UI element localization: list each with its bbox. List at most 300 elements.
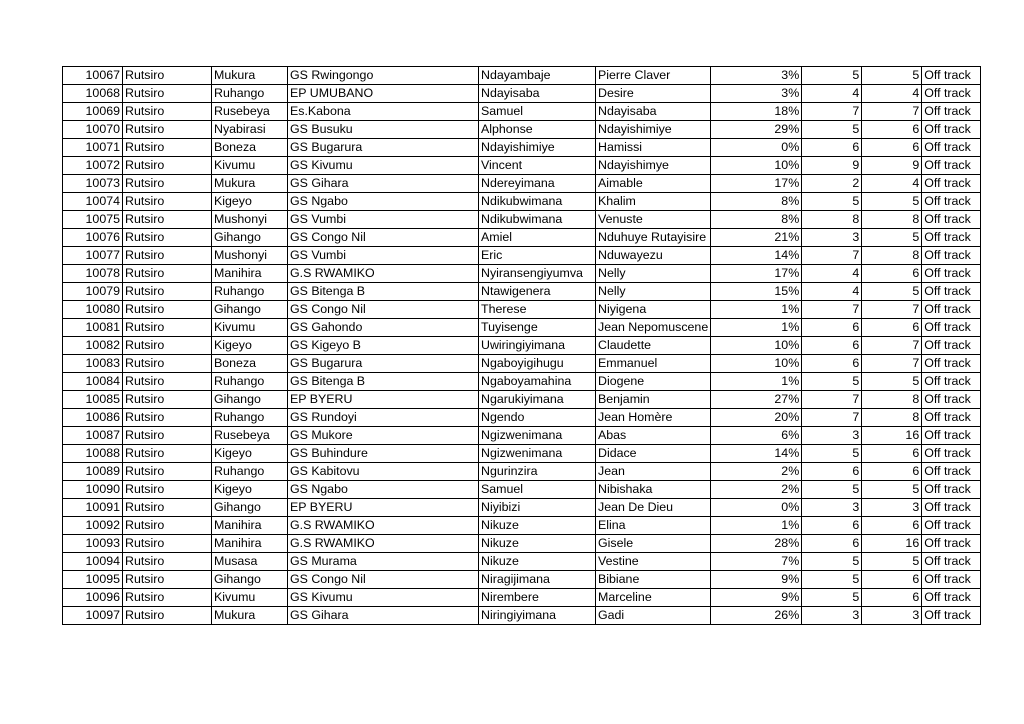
cell-surname: Niragijimana <box>479 571 596 589</box>
cell-percentage: 9% <box>711 589 802 607</box>
cell-id: 10096 <box>63 589 123 607</box>
cell-score-b: 6 <box>862 463 922 481</box>
cell-district: Rutsiro <box>123 103 212 121</box>
cell-score-b: 6 <box>862 589 922 607</box>
cell-first-name: Jean De Dieu <box>596 499 711 517</box>
cell-status: Off track <box>922 391 981 409</box>
cell-sector: Musasa <box>212 553 288 571</box>
cell-surname: Ndikubwimana <box>479 193 596 211</box>
cell-score-a: 7 <box>802 247 862 265</box>
cell-school: GS Vumbi <box>288 247 479 265</box>
cell-surname: Vincent <box>479 157 596 175</box>
cell-sector: Ruhango <box>212 373 288 391</box>
cell-score-b: 4 <box>862 85 922 103</box>
cell-status: Off track <box>922 337 981 355</box>
cell-first-name: Benjamin <box>596 391 711 409</box>
cell-first-name: Nelly <box>596 265 711 283</box>
cell-surname: Nirembere <box>479 589 596 607</box>
cell-score-b: 6 <box>862 571 922 589</box>
table-row <box>63 265 981 283</box>
cell-score-b: 3 <box>862 499 922 517</box>
cell-score-a: 5 <box>802 445 862 463</box>
cell-district: Rutsiro <box>123 67 212 85</box>
cell-score-a: 5 <box>802 121 862 139</box>
cell-score-b: 5 <box>862 193 922 211</box>
cell-sector: Gihango <box>212 229 288 247</box>
cell-first-name: Bibiane <box>596 571 711 589</box>
cell-first-name: Gadi <box>596 607 711 625</box>
cell-percentage: 9% <box>711 571 802 589</box>
table-row <box>63 535 981 553</box>
table-row <box>63 571 981 589</box>
cell-first-name: Emmanuel <box>596 355 711 373</box>
cell-id: 10088 <box>63 445 123 463</box>
cell-status: Off track <box>922 247 981 265</box>
cell-sector: Boneza <box>212 355 288 373</box>
cell-district: Rutsiro <box>123 229 212 247</box>
table-row <box>63 463 981 481</box>
cell-surname: Ngurinzira <box>479 463 596 481</box>
cell-score-b: 5 <box>862 373 922 391</box>
cell-score-b: 5 <box>862 67 922 85</box>
cell-score-b: 3 <box>862 607 922 625</box>
cell-score-a: 6 <box>802 463 862 481</box>
cell-score-b: 8 <box>862 391 922 409</box>
cell-school: GS Bitenga B <box>288 373 479 391</box>
cell-sector: Ruhango <box>212 85 288 103</box>
cell-school: GS Congo Nil <box>288 301 479 319</box>
cell-surname: Uwiringiyimana <box>479 337 596 355</box>
cell-score-a: 5 <box>802 589 862 607</box>
cell-percentage: 1% <box>711 319 802 337</box>
cell-sector: Ruhango <box>212 463 288 481</box>
cell-surname: Ndayishimiye <box>479 139 596 157</box>
cell-percentage: 20% <box>711 409 802 427</box>
cell-percentage: 10% <box>711 157 802 175</box>
cell-percentage: 17% <box>711 175 802 193</box>
cell-status: Off track <box>922 193 981 211</box>
cell-sector: Manihira <box>212 517 288 535</box>
cell-sector: Kigeyo <box>212 481 288 499</box>
cell-id: 10071 <box>63 139 123 157</box>
cell-surname: Ngizwenimana <box>479 445 596 463</box>
cell-status: Off track <box>922 355 981 373</box>
cell-sector: Ruhango <box>212 409 288 427</box>
cell-surname: Samuel <box>479 103 596 121</box>
cell-first-name: Abas <box>596 427 711 445</box>
cell-district: Rutsiro <box>123 211 212 229</box>
cell-district: Rutsiro <box>123 391 212 409</box>
cell-school: GS Gihara <box>288 607 479 625</box>
cell-status: Off track <box>922 157 981 175</box>
cell-district: Rutsiro <box>123 121 212 139</box>
cell-first-name: Venuste <box>596 211 711 229</box>
table-row <box>63 373 981 391</box>
cell-score-a: 7 <box>802 103 862 121</box>
cell-first-name: Vestine <box>596 553 711 571</box>
cell-surname: Ndikubwimana <box>479 211 596 229</box>
table-row <box>63 391 981 409</box>
cell-id: 10070 <box>63 121 123 139</box>
table-row <box>63 445 981 463</box>
cell-district: Rutsiro <box>123 157 212 175</box>
cell-id: 10094 <box>63 553 123 571</box>
cell-id: 10089 <box>63 463 123 481</box>
cell-school: GS Kabitovu <box>288 463 479 481</box>
table-row <box>63 319 981 337</box>
cell-school: GS Kivumu <box>288 157 479 175</box>
cell-district: Rutsiro <box>123 427 212 445</box>
cell-score-b: 9 <box>862 157 922 175</box>
cell-surname: Eric <box>479 247 596 265</box>
cell-first-name: Jean Nepomuscene <box>596 319 711 337</box>
cell-first-name: Ndayishimiye <box>596 121 711 139</box>
cell-sector: Kigeyo <box>212 193 288 211</box>
table-row <box>63 427 981 445</box>
cell-district: Rutsiro <box>123 409 212 427</box>
cell-school: Es.Kabona <box>288 103 479 121</box>
cell-id: 10090 <box>63 481 123 499</box>
cell-id: 10077 <box>63 247 123 265</box>
cell-district: Rutsiro <box>123 463 212 481</box>
cell-sector: Gihango <box>212 391 288 409</box>
cell-first-name: Pierre Claver <box>596 67 711 85</box>
cell-score-a: 4 <box>802 265 862 283</box>
cell-score-b: 8 <box>862 247 922 265</box>
cell-sector: Gihango <box>212 571 288 589</box>
cell-score-a: 5 <box>802 553 862 571</box>
cell-district: Rutsiro <box>123 175 212 193</box>
cell-id: 10073 <box>63 175 123 193</box>
cell-status: Off track <box>922 427 981 445</box>
cell-surname: Ngaboyigihugu <box>479 355 596 373</box>
cell-sector: Boneza <box>212 139 288 157</box>
cell-status: Off track <box>922 445 981 463</box>
cell-school: GS Murama <box>288 553 479 571</box>
cell-score-b: 16 <box>862 535 922 553</box>
cell-sector: Rusebeya <box>212 427 288 445</box>
cell-school: GS Bugarura <box>288 139 479 157</box>
cell-score-b: 7 <box>862 337 922 355</box>
cell-sector: Kivumu <box>212 589 288 607</box>
cell-sector: Ruhango <box>212 283 288 301</box>
cell-sector: Mukura <box>212 175 288 193</box>
cell-district: Rutsiro <box>123 373 212 391</box>
cell-school: GS Gahondo <box>288 319 479 337</box>
cell-first-name: Marceline <box>596 589 711 607</box>
cell-id: 10087 <box>63 427 123 445</box>
table-row <box>63 301 981 319</box>
cell-percentage: 10% <box>711 337 802 355</box>
cell-district: Rutsiro <box>123 571 212 589</box>
cell-sector: Kivumu <box>212 157 288 175</box>
cell-first-name: Hamissi <box>596 139 711 157</box>
cell-surname: Nyiransengiyumva <box>479 265 596 283</box>
cell-percentage: 3% <box>711 85 802 103</box>
cell-status: Off track <box>922 265 981 283</box>
cell-id: 10084 <box>63 373 123 391</box>
table-row <box>63 481 981 499</box>
cell-percentage: 18% <box>711 103 802 121</box>
cell-status: Off track <box>922 481 981 499</box>
data-table <box>62 66 981 625</box>
table-body <box>63 67 981 625</box>
cell-percentage: 14% <box>711 247 802 265</box>
cell-surname: Amiel <box>479 229 596 247</box>
cell-percentage: 21% <box>711 229 802 247</box>
cell-district: Rutsiro <box>123 337 212 355</box>
table-row <box>63 607 981 625</box>
cell-school: GS Ngabo <box>288 481 479 499</box>
cell-school: GS Buhindure <box>288 445 479 463</box>
cell-id: 10080 <box>63 301 123 319</box>
cell-status: Off track <box>922 499 981 517</box>
cell-status: Off track <box>922 229 981 247</box>
cell-id: 10097 <box>63 607 123 625</box>
cell-surname: Nikuze <box>479 535 596 553</box>
cell-district: Rutsiro <box>123 193 212 211</box>
cell-percentage: 2% <box>711 463 802 481</box>
cell-sector: Kivumu <box>212 319 288 337</box>
cell-sector: Mushonyi <box>212 247 288 265</box>
cell-id: 10075 <box>63 211 123 229</box>
cell-surname: Ngaboyamahina <box>479 373 596 391</box>
cell-percentage: 0% <box>711 139 802 157</box>
table-row <box>63 139 981 157</box>
table-row <box>63 229 981 247</box>
table-row <box>63 589 981 607</box>
cell-score-b: 7 <box>862 103 922 121</box>
cell-surname: Nikuze <box>479 553 596 571</box>
cell-sector: Rusebeya <box>212 103 288 121</box>
cell-percentage: 3% <box>711 67 802 85</box>
cell-school: GS Gihara <box>288 175 479 193</box>
cell-surname: Niringiyimana <box>479 607 596 625</box>
cell-surname: Ndayisaba <box>479 85 596 103</box>
cell-surname: Therese <box>479 301 596 319</box>
cell-first-name: Didace <box>596 445 711 463</box>
cell-school: GS Bitenga B <box>288 283 479 301</box>
cell-school: EP BYERU <box>288 499 479 517</box>
cell-score-a: 3 <box>802 607 862 625</box>
cell-first-name: Diogene <box>596 373 711 391</box>
cell-percentage: 10% <box>711 355 802 373</box>
cell-score-b: 16 <box>862 427 922 445</box>
table-row <box>63 247 981 265</box>
cell-surname: Tuyisenge <box>479 319 596 337</box>
cell-score-b: 7 <box>862 355 922 373</box>
cell-percentage: 28% <box>711 535 802 553</box>
cell-score-b: 4 <box>862 175 922 193</box>
cell-district: Rutsiro <box>123 535 212 553</box>
cell-score-b: 5 <box>862 283 922 301</box>
cell-score-a: 5 <box>802 373 862 391</box>
cell-district: Rutsiro <box>123 319 212 337</box>
cell-school: EP BYERU <box>288 391 479 409</box>
cell-percentage: 17% <box>711 265 802 283</box>
cell-id: 10079 <box>63 283 123 301</box>
cell-score-a: 6 <box>802 535 862 553</box>
cell-score-a: 7 <box>802 391 862 409</box>
cell-surname: Ngarukiyimana <box>479 391 596 409</box>
cell-id: 10067 <box>63 67 123 85</box>
cell-first-name: Nduhuye Rutayisire <box>596 229 711 247</box>
cell-id: 10078 <box>63 265 123 283</box>
cell-first-name: Nduwayezu <box>596 247 711 265</box>
table-row <box>63 337 981 355</box>
cell-school: G.S RWAMIKO <box>288 517 479 535</box>
cell-district: Rutsiro <box>123 499 212 517</box>
cell-district: Rutsiro <box>123 589 212 607</box>
cell-score-b: 6 <box>862 517 922 535</box>
cell-status: Off track <box>922 607 981 625</box>
cell-score-a: 6 <box>802 139 862 157</box>
cell-surname: Ngendo <box>479 409 596 427</box>
cell-school: EP UMUBANO <box>288 85 479 103</box>
cell-percentage: 2% <box>711 481 802 499</box>
cell-status: Off track <box>922 589 981 607</box>
cell-first-name: Elina <box>596 517 711 535</box>
cell-district: Rutsiro <box>123 265 212 283</box>
cell-id: 10074 <box>63 193 123 211</box>
cell-percentage: 14% <box>711 445 802 463</box>
cell-id: 10092 <box>63 517 123 535</box>
cell-score-b: 8 <box>862 409 922 427</box>
cell-district: Rutsiro <box>123 481 212 499</box>
cell-score-a: 4 <box>802 283 862 301</box>
cell-district: Rutsiro <box>123 247 212 265</box>
table-row <box>63 517 981 535</box>
cell-first-name: Nelly <box>596 283 711 301</box>
cell-status: Off track <box>922 463 981 481</box>
cell-id: 10069 <box>63 103 123 121</box>
cell-score-a: 7 <box>802 301 862 319</box>
cell-score-a: 7 <box>802 409 862 427</box>
cell-status: Off track <box>922 409 981 427</box>
cell-sector: Kigeyo <box>212 337 288 355</box>
cell-school: G.S RWAMIKO <box>288 535 479 553</box>
cell-status: Off track <box>922 301 981 319</box>
cell-first-name: Aimable <box>596 175 711 193</box>
cell-score-a: 5 <box>802 481 862 499</box>
cell-status: Off track <box>922 175 981 193</box>
cell-district: Rutsiro <box>123 283 212 301</box>
cell-score-a: 3 <box>802 499 862 517</box>
cell-surname: Niyibizi <box>479 499 596 517</box>
table-row <box>63 103 981 121</box>
cell-school: GS Vumbi <box>288 211 479 229</box>
cell-district: Rutsiro <box>123 445 212 463</box>
table-row <box>63 283 981 301</box>
cell-percentage: 1% <box>711 517 802 535</box>
cell-sector: Mukura <box>212 607 288 625</box>
cell-id: 10076 <box>63 229 123 247</box>
cell-score-b: 5 <box>862 481 922 499</box>
cell-status: Off track <box>922 85 981 103</box>
cell-school: GS Congo Nil <box>288 229 479 247</box>
cell-school: GS Congo Nil <box>288 571 479 589</box>
cell-score-a: 3 <box>802 229 862 247</box>
cell-first-name: Ndayishimye <box>596 157 711 175</box>
cell-score-a: 9 <box>802 157 862 175</box>
cell-district: Rutsiro <box>123 139 212 157</box>
cell-score-a: 6 <box>802 517 862 535</box>
cell-score-a: 5 <box>802 571 862 589</box>
cell-percentage: 8% <box>711 211 802 229</box>
cell-first-name: Khalim <box>596 193 711 211</box>
cell-id: 10091 <box>63 499 123 517</box>
cell-percentage: 6% <box>711 427 802 445</box>
cell-sector: Gihango <box>212 301 288 319</box>
cell-school: GS Mukore <box>288 427 479 445</box>
cell-score-a: 4 <box>802 85 862 103</box>
cell-status: Off track <box>922 535 981 553</box>
table-row <box>63 499 981 517</box>
cell-first-name: Nibishaka <box>596 481 711 499</box>
cell-school: GS Ngabo <box>288 193 479 211</box>
cell-surname: Ngizwenimana <box>479 427 596 445</box>
cell-percentage: 26% <box>711 607 802 625</box>
cell-surname: Samuel <box>479 481 596 499</box>
cell-first-name: Niyigena <box>596 301 711 319</box>
cell-sector: Mushonyi <box>212 211 288 229</box>
cell-district: Rutsiro <box>123 553 212 571</box>
cell-status: Off track <box>922 571 981 589</box>
cell-status: Off track <box>922 139 981 157</box>
cell-district: Rutsiro <box>123 517 212 535</box>
cell-percentage: 15% <box>711 283 802 301</box>
cell-score-b: 6 <box>862 139 922 157</box>
cell-id: 10082 <box>63 337 123 355</box>
table-row <box>63 211 981 229</box>
cell-percentage: 29% <box>711 121 802 139</box>
cell-percentage: 1% <box>711 373 802 391</box>
cell-score-b: 7 <box>862 301 922 319</box>
cell-school: GS Kivumu <box>288 589 479 607</box>
cell-score-a: 8 <box>802 211 862 229</box>
cell-score-a: 6 <box>802 319 862 337</box>
cell-status: Off track <box>922 553 981 571</box>
cell-sector: Nyabirasi <box>212 121 288 139</box>
cell-district: Rutsiro <box>123 607 212 625</box>
cell-sector: Gihango <box>212 499 288 517</box>
cell-score-b: 6 <box>862 265 922 283</box>
cell-percentage: 8% <box>711 193 802 211</box>
cell-district: Rutsiro <box>123 85 212 103</box>
cell-first-name: Jean <box>596 463 711 481</box>
cell-percentage: 27% <box>711 391 802 409</box>
cell-percentage: 0% <box>711 499 802 517</box>
cell-district: Rutsiro <box>123 301 212 319</box>
cell-first-name: Desire <box>596 85 711 103</box>
cell-sector: Manihira <box>212 535 288 553</box>
cell-id: 10081 <box>63 319 123 337</box>
cell-surname: Nikuze <box>479 517 596 535</box>
cell-district: Rutsiro <box>123 355 212 373</box>
table-row <box>63 121 981 139</box>
cell-sector: Kigeyo <box>212 445 288 463</box>
cell-score-a: 2 <box>802 175 862 193</box>
cell-status: Off track <box>922 319 981 337</box>
cell-score-a: 5 <box>802 193 862 211</box>
cell-surname: Ndayambaje <box>479 67 596 85</box>
cell-id: 10083 <box>63 355 123 373</box>
cell-status: Off track <box>922 103 981 121</box>
cell-score-b: 6 <box>862 121 922 139</box>
table-row <box>63 175 981 193</box>
table-row <box>63 85 981 103</box>
cell-school: GS Rundoyi <box>288 409 479 427</box>
